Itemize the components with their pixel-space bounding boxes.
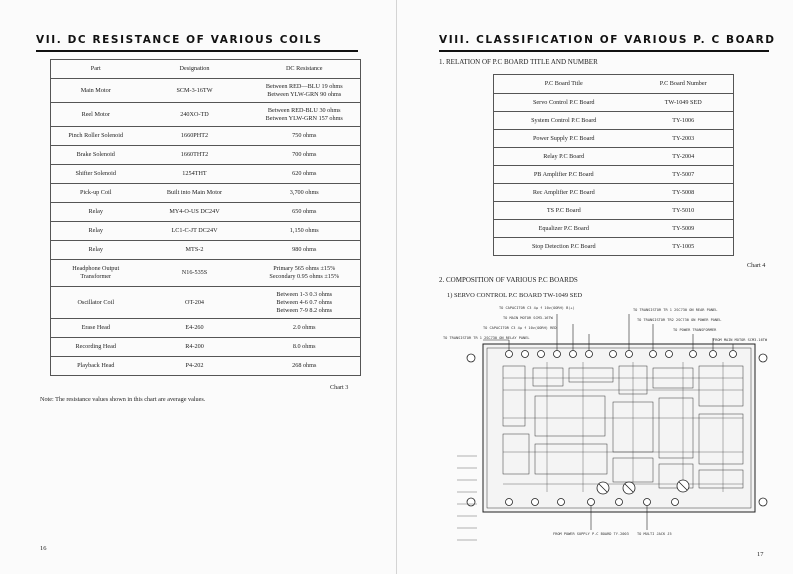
part-name: Erase Head bbox=[81, 324, 110, 331]
board-number-cell: TY-5010 bbox=[634, 202, 734, 220]
diagram-label: FROM MAIN MOTOR SCM3-16TW bbox=[713, 338, 768, 342]
part-name: Transformer bbox=[80, 273, 112, 280]
table-row bbox=[51, 287, 361, 319]
resistance-value: Between RED-BLU 30 ohms bbox=[267, 106, 341, 114]
part-name: Oscillator Coil bbox=[77, 298, 115, 306]
designation-cell: Built into Main Motor bbox=[141, 184, 249, 203]
left-page bbox=[0, 0, 396, 574]
part-name: Playback Head bbox=[77, 362, 115, 369]
column-header: DC Resistance bbox=[249, 60, 361, 79]
board-title-cell: Rec Amplifier P.C Board bbox=[494, 184, 634, 202]
part-cell bbox=[51, 203, 141, 222]
table-row bbox=[494, 148, 734, 166]
board-title-cell: Relay P.C Board bbox=[494, 148, 634, 166]
subsection-title-servo: 1) SERVO CONTROL P.C BOARD TW-1049 SED bbox=[447, 292, 583, 299]
resistance-value: Between YLW-GRN 90 ohms bbox=[267, 90, 342, 98]
designation-cell: 1660THT2 bbox=[141, 146, 249, 165]
subsection-title-relation: 1. RELATION OF P.C BOARD TITLE AND NUMBER bbox=[439, 58, 598, 66]
table-header-row bbox=[51, 60, 361, 79]
board-title-cell: System Control P.C Board bbox=[494, 112, 634, 130]
part-cell bbox=[51, 222, 141, 241]
part-name: Brake Solenoid bbox=[76, 151, 115, 158]
column-header: Designation bbox=[141, 60, 249, 79]
board-number-cell: TY-5008 bbox=[634, 184, 734, 202]
designation-cell: E4-260 bbox=[141, 319, 249, 338]
section-title-pc-board: VIII. CLASSIFICATION OF VARIOUS P. C BOARD bbox=[439, 34, 776, 46]
section-title-dc-resistance: VII. DC RESISTANCE OF VARIOUS COILS bbox=[36, 34, 323, 46]
servo-control-pcb-diagram bbox=[443, 306, 773, 566]
table-row bbox=[494, 94, 734, 112]
resistance-value: 268 ohms bbox=[292, 362, 317, 369]
diagram-label: TO MAIN MOTOR SCM3-16TW bbox=[503, 316, 553, 320]
designation-cell: P4-202 bbox=[141, 357, 249, 376]
designation-cell: MY4-O-US DC24V bbox=[141, 203, 249, 222]
board-number-cell: TY-2004 bbox=[634, 148, 734, 166]
designation-cell: N16-535S bbox=[141, 260, 249, 287]
diagram-label: TO TRANSISTOR TR2 2SC730 ON POWER PANEL bbox=[637, 318, 722, 322]
resistance-cell bbox=[249, 338, 361, 357]
designation-cell: OT-204 bbox=[141, 287, 249, 319]
resistance-value: 3,700 ohms bbox=[289, 189, 319, 196]
part-cell bbox=[51, 165, 141, 184]
board-number-cell: TW-1049 SED bbox=[634, 94, 734, 112]
part-cell bbox=[51, 241, 141, 260]
resistance-cell bbox=[249, 222, 361, 241]
board-title-cell: Power Supply P.C Board bbox=[494, 130, 634, 148]
resistance-value: 980 ohms bbox=[292, 246, 317, 253]
table-row bbox=[51, 241, 361, 260]
resistance-cell bbox=[249, 184, 361, 203]
diagram-label: TO TRANSISTOR TR 1 2SC730 ON RELAY PANEL bbox=[443, 336, 530, 340]
table-row bbox=[494, 238, 734, 256]
part-cell bbox=[51, 103, 141, 127]
resistance-value: Between YLW-GRN 157 ohms bbox=[265, 114, 343, 122]
pc-board-table bbox=[493, 74, 734, 256]
table-row bbox=[51, 79, 361, 103]
designation-cell: 1254THT bbox=[141, 165, 249, 184]
diagram-label: TO TRANSISTOR TR 1 2SC730 ON REAR PANEL bbox=[633, 308, 718, 312]
designation-cell: 1660PHT2 bbox=[141, 127, 249, 146]
part-name: Shifter Solenoid bbox=[75, 170, 116, 177]
table-row bbox=[51, 103, 361, 127]
resistance-value: 2.0 ohms bbox=[292, 324, 316, 331]
part-name: Relay bbox=[88, 246, 103, 253]
designation-cell: SCM-3-16TW bbox=[141, 79, 249, 103]
table-row bbox=[51, 203, 361, 222]
table-row bbox=[51, 260, 361, 287]
chart-4-label: Chart 4 bbox=[747, 262, 766, 269]
board-number-cell: TY-5009 bbox=[634, 220, 734, 238]
resistance-value: Between 1-3 0.3 ohms bbox=[276, 290, 333, 298]
resistance-value: 1,150 ohms bbox=[289, 227, 319, 234]
column-header: P.C Board Number bbox=[634, 75, 734, 94]
table-row bbox=[51, 146, 361, 165]
resistance-value: 8.0 ohms bbox=[292, 343, 316, 350]
table-row bbox=[51, 338, 361, 357]
board-title-cell: PB Amplifier P.C Board bbox=[494, 166, 634, 184]
column-header: Part bbox=[51, 60, 141, 79]
diagram-label: TO CAPACITOR C3 4µ f 10v(OORH) RED bbox=[483, 326, 557, 330]
table-row bbox=[494, 220, 734, 238]
board-number-cell: TY-1005 bbox=[634, 238, 734, 256]
board-title-cell: TS P.C Board bbox=[494, 202, 634, 220]
resistance-value: Between RED—BLU 19 ohms bbox=[265, 82, 343, 90]
part-cell bbox=[51, 79, 141, 103]
diagram-label: FROM POWER SUPPLY P.C BOARD TY-2003 bbox=[553, 532, 629, 536]
right-page bbox=[397, 0, 793, 574]
resistance-cell bbox=[249, 357, 361, 376]
part-name: Pick-up Coil bbox=[80, 189, 112, 196]
table-row bbox=[51, 357, 361, 376]
part-name: Recording Head bbox=[75, 343, 116, 350]
resistance-cell bbox=[249, 287, 361, 319]
resistance-cell bbox=[249, 203, 361, 222]
diagram-label: TO MULTI JACK J5 bbox=[637, 532, 672, 536]
subsection-title-composition: 2. COMPOSITION OF VARIOUS P.C BOARDS bbox=[439, 276, 578, 284]
part-cell bbox=[51, 146, 141, 165]
part-name: Relay bbox=[88, 208, 103, 215]
table-note: Note: The resistance values shown in this chart are average values. bbox=[40, 396, 206, 403]
designation-cell: 240XO-TD bbox=[141, 103, 249, 127]
table-row bbox=[51, 222, 361, 241]
resistance-value: 700 ohms bbox=[292, 151, 317, 158]
title-rule bbox=[439, 50, 769, 52]
board-number-cell: TY-5007 bbox=[634, 166, 734, 184]
table-row bbox=[494, 112, 734, 130]
resistance-cell bbox=[249, 103, 361, 127]
dc-resistance-table bbox=[50, 59, 361, 376]
part-cell bbox=[51, 357, 141, 376]
board-title-cell: Equalizer P.C Board bbox=[494, 220, 634, 238]
resistance-value: 620 ohms bbox=[292, 170, 317, 177]
column-header: P.C Board Title bbox=[494, 75, 634, 94]
part-cell bbox=[51, 127, 141, 146]
resistance-value: 750 ohms bbox=[292, 132, 317, 139]
resistance-value: 650 ohms bbox=[292, 208, 317, 215]
table-row bbox=[494, 130, 734, 148]
resistance-value: Between 4-6 0.7 ohms bbox=[276, 298, 333, 306]
resistance-cell bbox=[249, 241, 361, 260]
part-name: Relay bbox=[88, 227, 103, 234]
table-row bbox=[51, 319, 361, 338]
part-name: Headphone Output bbox=[72, 265, 120, 272]
resistance-value: Primary 565 ohms ±15% bbox=[273, 265, 336, 272]
resistance-cell bbox=[249, 146, 361, 165]
designation-cell: R4-200 bbox=[141, 338, 249, 357]
resistance-value: Between 7-9 8.2 ohms bbox=[276, 306, 333, 314]
resistance-cell bbox=[249, 127, 361, 146]
part-name: Pinch Roller Solenoid bbox=[68, 132, 124, 139]
part-cell bbox=[51, 184, 141, 203]
part-cell bbox=[51, 338, 141, 357]
page-number-right: 17 bbox=[757, 551, 764, 558]
table-header-row bbox=[494, 75, 734, 94]
page-number-left: 16 bbox=[40, 545, 47, 552]
pcb-layout-drawing bbox=[443, 306, 773, 566]
board-title-cell: Stop Detection P.C Board bbox=[494, 238, 634, 256]
table-row bbox=[494, 184, 734, 202]
resistance-cell bbox=[249, 260, 361, 287]
resistance-value: Secondary 0.95 ohms ±15% bbox=[269, 273, 340, 280]
board-number-cell: TY-1006 bbox=[634, 112, 734, 130]
table-row bbox=[51, 184, 361, 203]
diagram-label: TO POWER TRANSFORMER bbox=[673, 328, 717, 332]
designation-cell: LC1-C-JT DC24V bbox=[141, 222, 249, 241]
designation-cell: MTS-2 bbox=[141, 241, 249, 260]
table-row bbox=[494, 202, 734, 220]
part-cell bbox=[51, 287, 141, 319]
resistance-cell bbox=[249, 319, 361, 338]
resistance-cell bbox=[249, 165, 361, 184]
table-row bbox=[51, 127, 361, 146]
resistance-cell bbox=[249, 79, 361, 103]
chart-3-label: Chart 3 bbox=[330, 384, 349, 391]
table-row bbox=[51, 165, 361, 184]
diagram-label: TO CAPACITOR C3 4µ f 10v(OORH) B(+) bbox=[499, 306, 575, 310]
board-title-cell: Servo Control P.C Board bbox=[494, 94, 634, 112]
table-row bbox=[494, 166, 734, 184]
title-rule bbox=[36, 50, 358, 52]
board-number-cell: TY-2003 bbox=[634, 130, 734, 148]
part-cell bbox=[51, 260, 141, 287]
part-name: Main Motor bbox=[80, 86, 111, 94]
part-name: Reel Motor bbox=[81, 110, 110, 118]
part-cell bbox=[51, 319, 141, 338]
